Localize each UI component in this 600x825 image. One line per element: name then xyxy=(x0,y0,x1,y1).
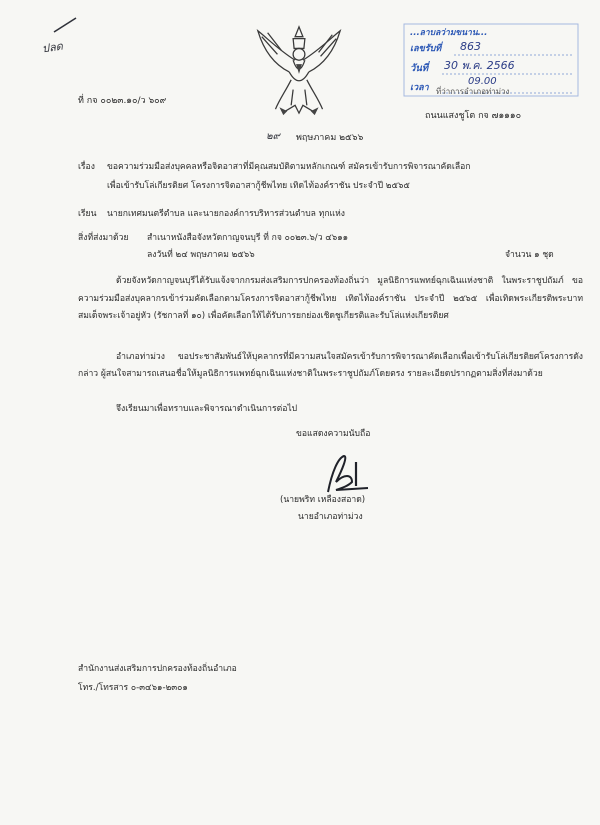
sender-address: ถนนแสงชูโต กจ ๗๑๑๑๐ xyxy=(425,111,522,121)
stamp-time-value: 09.00 xyxy=(468,76,497,87)
subject-line-1: ขอความร่วมมือส่งบุคคลหรือจิตอาสาที่มีคุณสมบัติตามหลักเกณฑ์ สมัครเข้ารับการพิจารณาคัดเลือก xyxy=(107,162,471,172)
garuda-emblem xyxy=(250,20,348,120)
signer-position: นายอำเภอท่าม่วง xyxy=(298,512,363,522)
letter-date: พฤษภาคม ๒๕๖๖ xyxy=(296,133,364,143)
body-paragraph-2: อำเภอท่าม่วง ขอประชาสัมพันธ์ให้บุคลากรที่มีความสนใจสมัครเข้ารับการพิจารณาคัดเลือกเพื่อเข้ารับโล่เกียรติยศโครงการดังกล่าว ผู้สนใจสามารถเสนอชื่อให้มูลนิธิการแพทย์ฉุกเฉินแห่งชาติในพระราชูปถัมภ์โดยตรง รายละเอียดปรากฏตามสิ่งที่ส่งมาด้วย xyxy=(78,352,583,379)
subject-line-2: เพื่อเข้ารับโล่เกียรติยศ โครงการจิตอาสากู้ชีพไทย เทิดไท้องค์ราชัน ประจำปี ๒๕๖๕ xyxy=(107,181,410,191)
stamp-date-value: 30 พ.ค. 2566 xyxy=(444,59,515,72)
doc-number: ที่ กจ ๐๐๒๓.๑๐/ว ๖๐๙ xyxy=(78,96,167,106)
stamp-overlap-text: ที่ว่าการอำเภอท่าม่วง xyxy=(436,87,510,96)
enclosure-count: จำนวน ๑ ชุด xyxy=(505,250,554,260)
closing: ขอแสดงความนับถือ xyxy=(296,429,371,439)
signer-name: (นายพริท เหลืองสอาด) xyxy=(280,495,366,505)
stamp-header: ...ลาบลว่ามขนาน... xyxy=(410,28,488,38)
to-recipients: นายกเทศมนตรีตำบล และนายกองค์การบริหารส่วนตำบล ทุกแห่ง xyxy=(107,209,345,219)
to-label: เรียน xyxy=(78,209,97,219)
date-handwritten: ๒๙ xyxy=(266,131,280,142)
stamp-received-value: 863 xyxy=(460,40,481,53)
received-stamp xyxy=(402,22,580,106)
subject-label: เรื่อง xyxy=(78,162,95,172)
signature xyxy=(318,452,378,500)
stamp-received-label: เลขรับที่ xyxy=(410,44,442,54)
enclosure-line-2: ลงวันที่ ๒๔ พฤษภาคม ๒๕๖๖ xyxy=(147,250,255,260)
body-paragraph-3: จึงเรียนมาเพื่อทราบและพิจารณาดำเนินการต่อไป xyxy=(116,404,298,414)
footer-phone: โทร./โทรสาร ๐-๓๔๖๑-๒๓๐๑ xyxy=(78,683,188,693)
enclosure-line-1: สำเนาหนังสือจังหวัดกาญจนบุรี ที่ กจ ๐๐๒๓.๖/ว ๔๖๑๑ xyxy=(147,233,349,243)
corner-handwriting: ปลด xyxy=(41,39,64,56)
footer-office: สำนักงานส่งเสริมการปกครองท้องถิ่นอำเภอ xyxy=(78,664,237,674)
body-paragraph-1: ด้วยจังหวัดกาญจนบุรีได้รับแจ้งจากกรมส่งเสริมการปกครองท้องถิ่นว่า มูลนิธิการแพทย์ฉุกเฉินแห่งชาติ ในพระราชูปถัมภ์ ขอความร่วมมือส่งบุคลากรเข้าร่วมคัดเลือกตามโครงการจิตอาสากู้ชีพไทย เทิดไท้องค์ราชัน ประจำปี ๒๕๖๕ เพื่อเทิดพระเกียรติพระบาทสมเด็จพระเจ้าอยู่หัว (รัชกาลที่ ๑๐) เพื่อคัดเลือกให้ได้รับการยกย่องเชิดชูเกียรติและรับโล่แห่งเกียรติยศ xyxy=(78,276,583,321)
enclosure-label: สิ่งที่ส่งมาด้วย xyxy=(78,233,129,243)
pen-stroke-mark xyxy=(50,14,80,36)
stamp-date-label: วันที่ xyxy=(410,63,429,74)
stamp-time-label: เวลา xyxy=(410,83,429,93)
